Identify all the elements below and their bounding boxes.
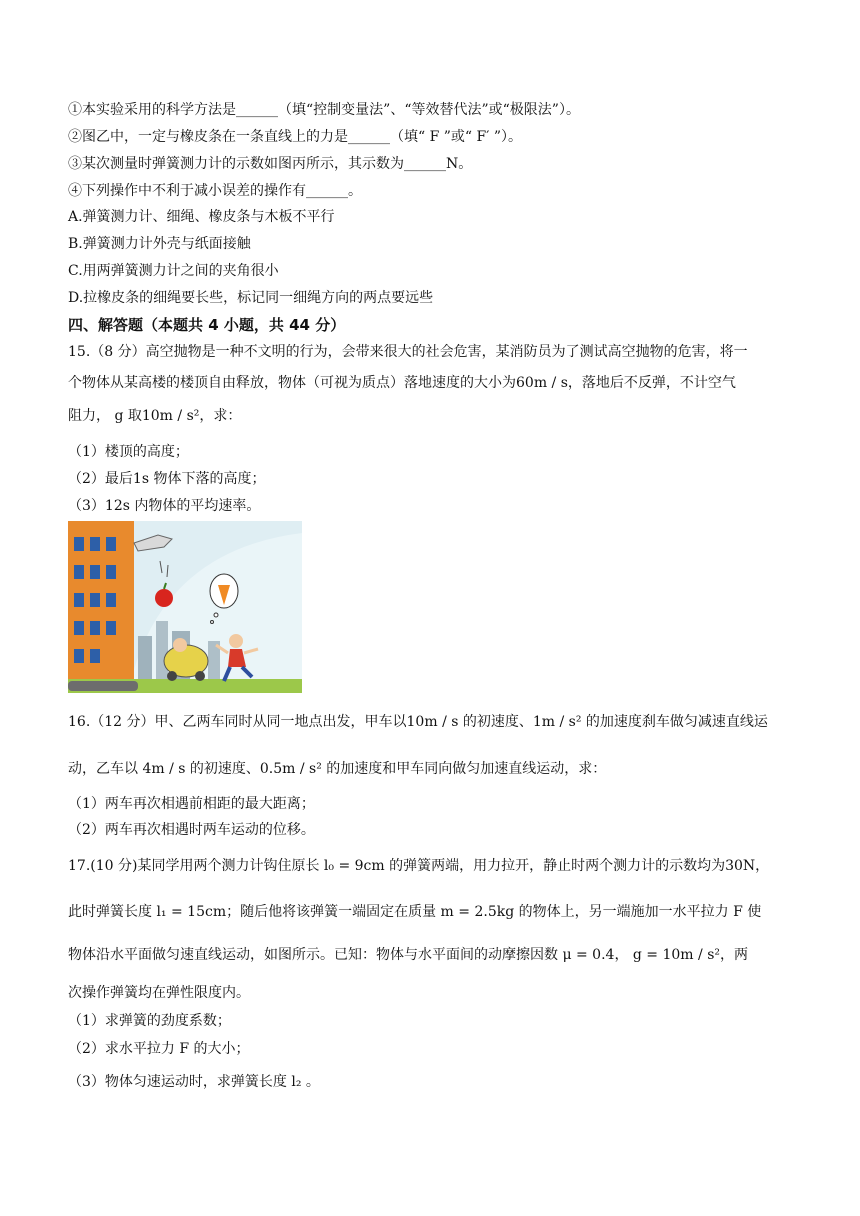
problem-15-line2: 个物体从某高楼的楼顶自由释放，物体（可视为质点）落地速度的大小为60m / s，落地后不反弹，不计空气 <box>68 375 736 391</box>
q-error-ops: ④下列操作中不利于减小误差的操作有______。 <box>68 183 362 199</box>
problem-17-line1: 17.(10 分)某同学用两个测力计钩住原长 l₀ = 9cm 的弹簧两端，用力拉开，静止时两个测力计的示数均为30N， <box>68 858 770 874</box>
problem-17-line2: 此时弹簧长度 l₁ = 15cm；随后他将该弹簧一端固定在质量 m = 2.5kg 的物体上，另一端施加一水平拉力 F 使 <box>68 904 762 920</box>
problem-15-line1: 15.（8 分）高空抛物是一种不文明的行为，会带来很大的社会危害，某消防员为了测试高空抛物的危害，将一 <box>68 344 748 360</box>
problem-17-line4: 次操作弹簧均在弹性限度内。 <box>68 985 250 1001</box>
problem-16-line2: 动，乙车以 4m / s 的初速度、0.5m / s² 的加速度和甲车同向做匀加速直线运动，求： <box>68 761 607 777</box>
problem-16-line1: 16.（12 分）甲、乙两车同时从同一地点出发，甲车以10m / s 的初速度、1m / s² 的加速度刹车做匀减速直线运 <box>68 714 768 730</box>
problem-15-sub3: （3）12s 内物体的平均速率。 <box>68 498 261 514</box>
option-b: B.弹簧测力计外壳与纸面接触 <box>68 236 251 252</box>
problem-17-sub2: （2）求水平拉力 F 的大小； <box>68 1041 250 1057</box>
option-a: A.弹簧测力计、细绳、橡皮条与木板不平行 <box>68 209 335 225</box>
falling-object-illustration <box>68 521 302 693</box>
q-method: ①本实验采用的科学方法是______（填“控制变量法”、“等效替代法”或“极限法”）。 <box>68 102 580 118</box>
problem-16-sub1: （1）两车再次相遇前相距的最大距离； <box>68 796 315 812</box>
problem-15-sub1: （1）楼顶的高度； <box>68 444 189 460</box>
problem-17-line3: 物体沿水平面做匀速直线运动，如图所示。已知：物体与水平面间的动摩擦因数 μ = 0.4， g = 10m / s²，两 <box>68 947 748 963</box>
problem-16-sub2: （2）两车再次相遇时两车运动的位移。 <box>68 822 315 838</box>
problem-15-line3: 阻力， g 取10m / s²，求： <box>68 408 242 424</box>
option-d: D.拉橡皮条的细绳要长些，标记同一细绳方向的两点要远些 <box>68 290 434 306</box>
option-c: C.用两弹簧测力计之间的夹角很小 <box>68 263 279 279</box>
q-force-line: ②图乙中，一定与橡皮条在一条直线上的力是______（填“ F ”或“ F′ ”）。 <box>68 129 523 145</box>
problem-15-sub2: （2）最后1s 物体下落的高度； <box>68 471 266 487</box>
problem-17-sub1: （1）求弹簧的劲度系数； <box>68 1013 231 1029</box>
q-reading: ③某次测量时弹簧测力计的示数如图丙所示，其示数为______N。 <box>68 156 473 172</box>
section-heading: 四、解答题（本题共 4 小题，共 44 分） <box>68 316 346 334</box>
problem-17-sub3: （3）物体匀速运动时，求弹簧长度 l₂ 。 <box>68 1074 320 1090</box>
